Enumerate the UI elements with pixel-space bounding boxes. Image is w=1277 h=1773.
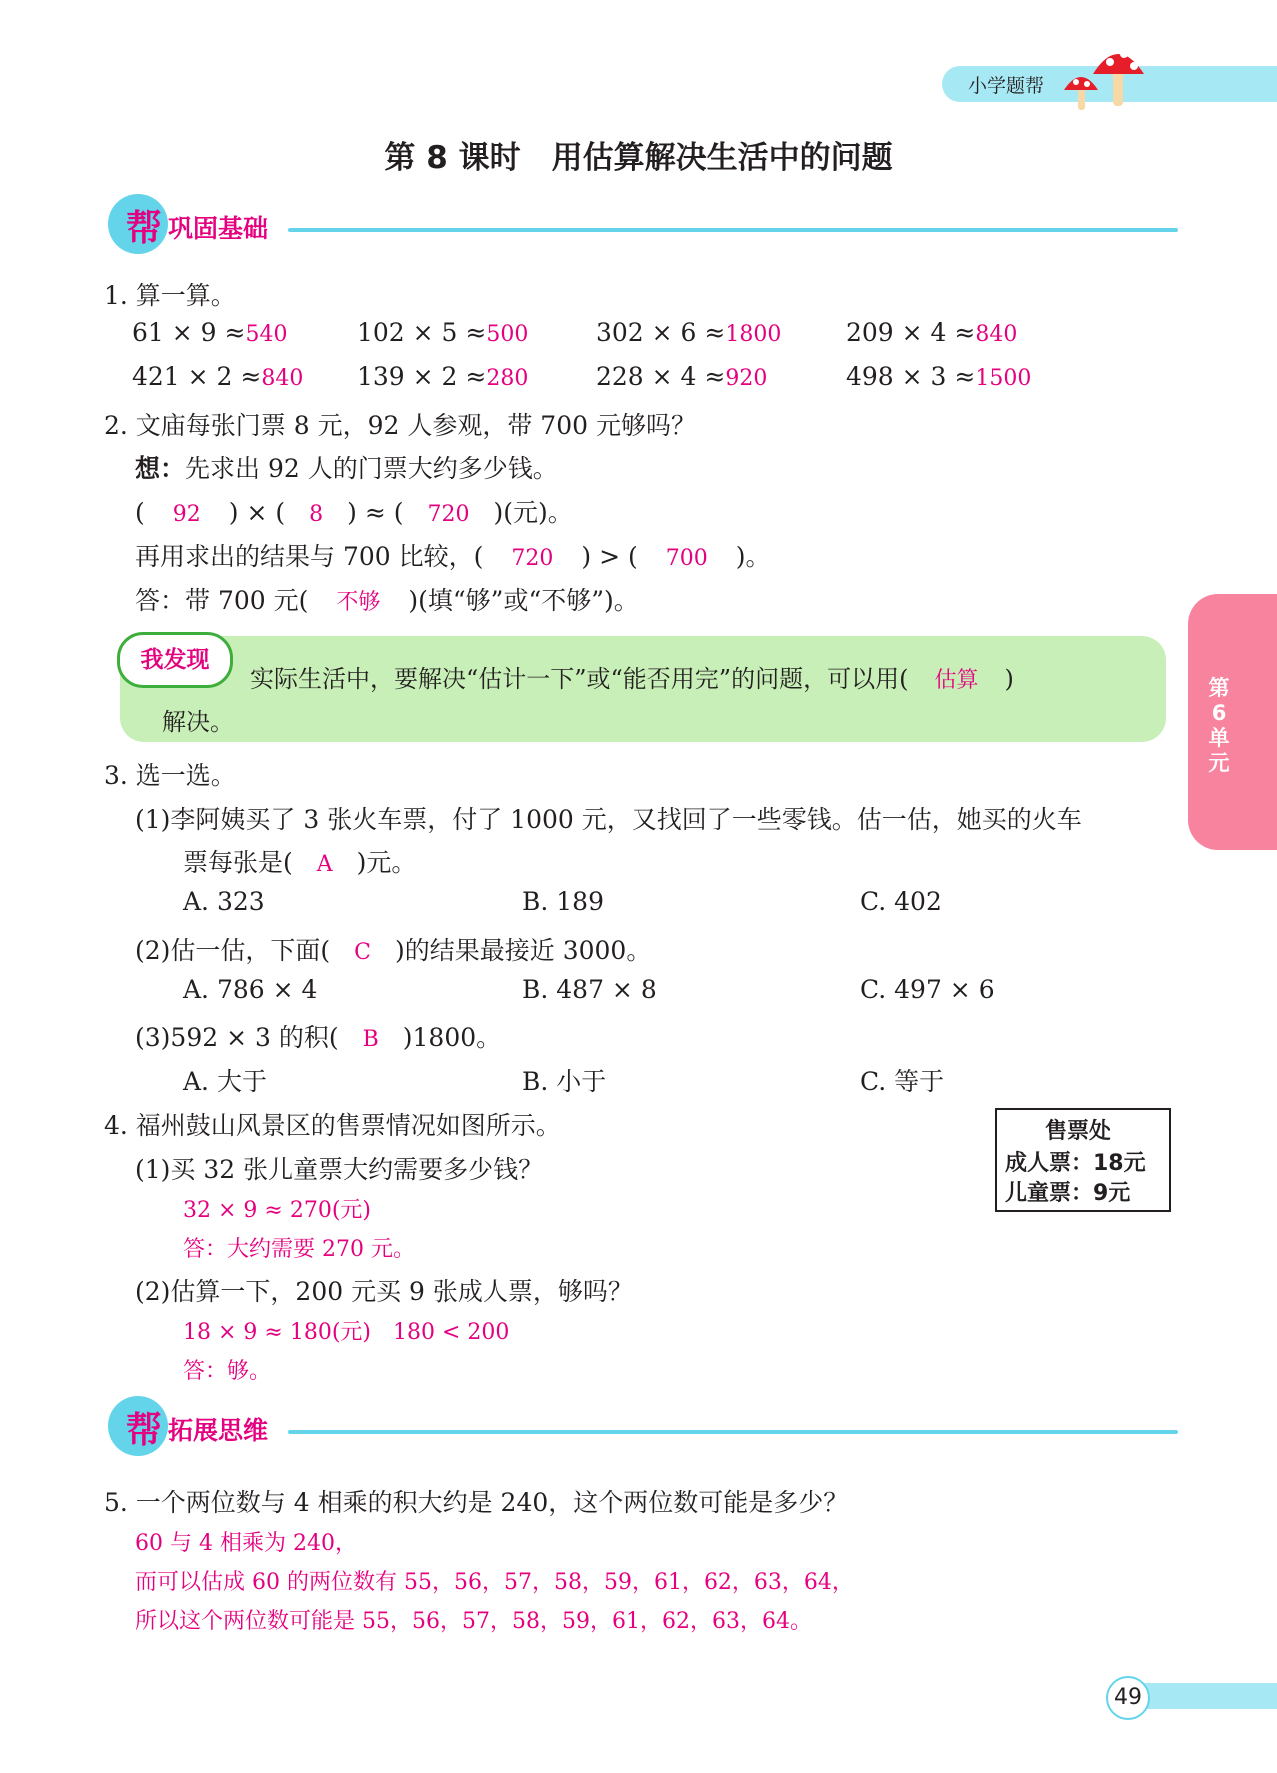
q5-answer-line: 而可以估成 60 的两位数有 55，56，57，58，59，61，62，63，64， xyxy=(135,1570,854,1595)
q3-3-option: A. 大于 xyxy=(183,1067,267,1096)
q3-2-option: A. 786 × 4 xyxy=(183,975,318,1004)
q1-item: 61 × 9 ≈540 xyxy=(132,318,288,347)
q3-1-option: A. 323 xyxy=(183,887,265,916)
ticket-office-sign xyxy=(995,1108,1171,1212)
q4-1-calc: 32 × 9 ≈ 270(元) xyxy=(183,1198,371,1223)
ticket-adult-price: 成人票：18元 xyxy=(1005,1151,1146,1176)
q3-1-option: C. 402 xyxy=(860,887,942,916)
q3-1-option: B. 189 xyxy=(522,887,604,916)
q1-item: 421 × 2 ≈840 xyxy=(132,362,304,391)
q1-item: 498 × 3 ≈1500 xyxy=(846,362,1032,391)
q1-item: 302 × 6 ≈1800 xyxy=(596,318,782,347)
q1-item: 139 × 2 ≈280 xyxy=(357,362,529,391)
section-header-basics xyxy=(108,194,1178,258)
section-divider xyxy=(288,228,1178,232)
q4-2-answer: 答：够。 xyxy=(183,1359,272,1384)
q5-answer-line: 所以这个两位数可能是 55，56，57，58，59，61，62，63，64。 xyxy=(135,1609,812,1634)
section-mark: 帮 xyxy=(126,1410,163,1451)
q3-3-question: (3)592 × 3 的积( B )1800。 xyxy=(135,1023,502,1052)
mushroom-icon xyxy=(1058,40,1148,120)
q4-1-question: (1)买 32 张儿童票大约需要多少钱？ xyxy=(135,1155,544,1184)
discover-text-end: 解决。 xyxy=(162,708,234,736)
q2-think: 想：先求出 92 人的门票大约多少钱。 xyxy=(135,454,558,483)
q3-1-question: (1)李阿姨买了 3 张火车票，付了 1000 元，又找回了一些零钱。估一估，她买的火车 xyxy=(135,805,1082,834)
page-number: 49 xyxy=(1106,1676,1150,1720)
unit-side-tab-label: 第6单元 xyxy=(1208,676,1230,775)
q3-2-option: C. 497 × 6 xyxy=(860,975,995,1004)
section-label: 拓展思维 xyxy=(168,1416,269,1445)
page-title: 第 8 课时 用估算解决生活中的问题 xyxy=(384,140,893,176)
section-mark: 帮 xyxy=(126,208,163,249)
q4-stem: 4. 福州鼓山风景区的售票情况如图所示。 xyxy=(104,1111,561,1140)
q1-item: 102 × 5 ≈500 xyxy=(357,318,529,347)
q3-3-option: B. 小于 xyxy=(522,1067,607,1096)
q1-item: 209 × 4 ≈840 xyxy=(846,318,1018,347)
ticket-title: 售票处 xyxy=(1045,1119,1112,1144)
q2-stem: 2. 文庙每张门票 8 元，92 人参观，带 700 元够吗？ xyxy=(104,411,696,440)
q5-stem: 5. 一个两位数与 4 相乘的积大约是 240，这个两位数可能是多少？ xyxy=(104,1488,849,1517)
q3-2-option: B. 487 × 8 xyxy=(522,975,657,1004)
section-header-extension xyxy=(108,1396,1178,1460)
section-divider xyxy=(288,1430,1178,1434)
q2-equation: ( 92 ) × ( 8 ) ≈ ( 720 )(元)。 xyxy=(135,498,573,527)
q3-2-question: (2)估一估，下面( C )的结果最接近 3000。 xyxy=(135,936,652,965)
q2-compare: 再用求出的结果与 700 比较，( 720 ) > ( 700 )。 xyxy=(135,542,771,571)
q3-stem: 3. 选一选。 xyxy=(104,761,236,790)
ticket-child-price: 儿童票：9元 xyxy=(1005,1181,1131,1206)
section-label: 巩固基础 xyxy=(168,214,269,243)
q1-item: 228 × 4 ≈920 xyxy=(596,362,768,391)
q4-2-calc: 18 × 9 ≈ 180(元) 180 < 200 xyxy=(183,1320,510,1345)
q2-answer: 答：带 700 元( 不够 )(填“够”或“不够”)。 xyxy=(135,586,639,615)
page-number-bar xyxy=(1128,1683,1277,1709)
q4-1-answer: 答：大约需要 270 元。 xyxy=(183,1237,415,1262)
q3-1-blank: 票每张是( A )元。 xyxy=(183,848,417,877)
q1-stem: 1. 算一算。 xyxy=(104,281,236,310)
q5-answer-line: 60 与 4 相乘为 240， xyxy=(135,1531,357,1556)
brand-label: 小学题帮 xyxy=(968,75,1045,97)
q4-2-question: (2)估算一下，200 元买 9 张成人票，够吗？ xyxy=(135,1277,633,1306)
discover-badge: 我发现 xyxy=(117,632,233,688)
q3-3-option: C. 等于 xyxy=(860,1067,945,1096)
discover-text: 实际生活中，要解决“估计一下”或“能否用完”的问题，可以用( 估算 ) xyxy=(250,665,1014,693)
